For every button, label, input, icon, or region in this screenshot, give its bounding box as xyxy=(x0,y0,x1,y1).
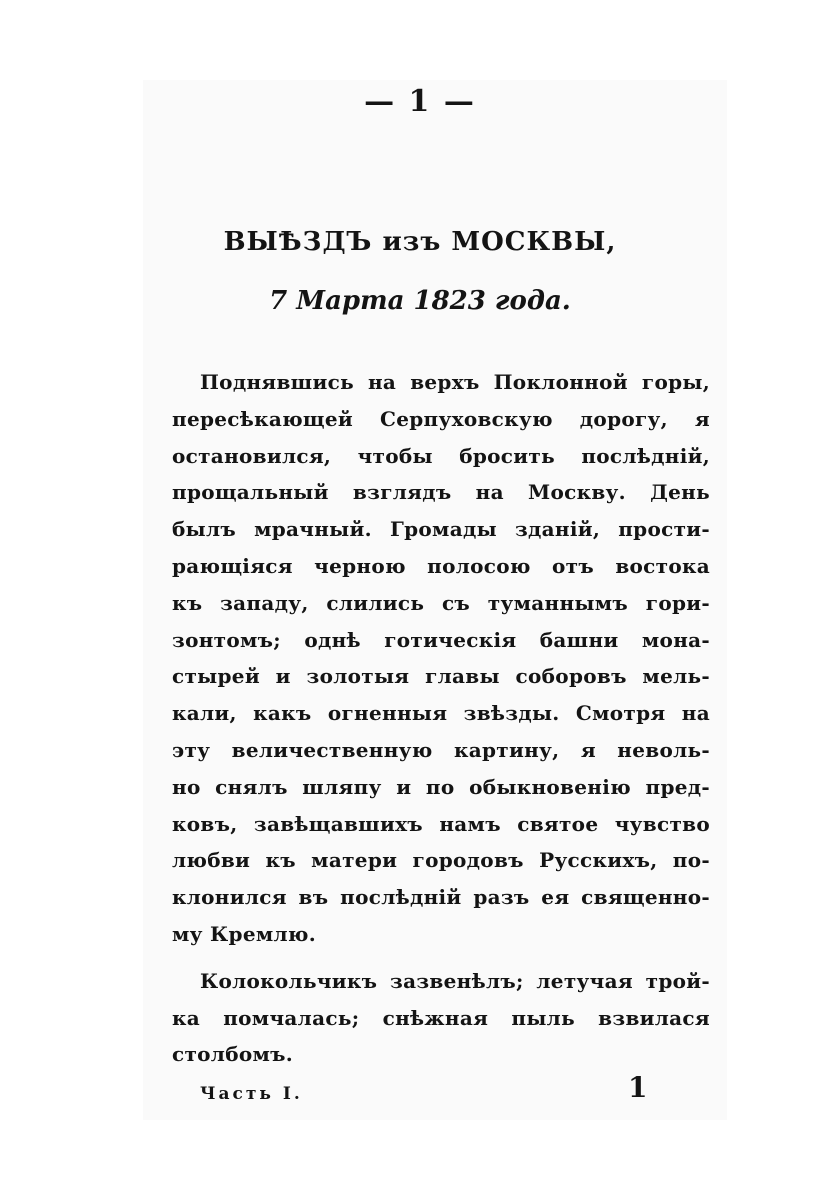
body-text xyxy=(172,364,710,1073)
text-line: зонтомъ; однѣ готическія башни мона- xyxy=(172,627,710,652)
signature-number: 1 xyxy=(628,1071,648,1104)
page-number-header: — 1 — xyxy=(364,84,476,119)
text-line: му Кремлю. xyxy=(172,921,316,946)
text-line: къ западу, слились съ туманнымъ гори- xyxy=(172,590,710,615)
text-line: любви къ матери городовъ Русскихъ, по- xyxy=(172,848,710,873)
text-line: прощальный взглядъ на Москву. День xyxy=(172,480,710,505)
text-line: рающіяся черною полосою отъ востока xyxy=(172,553,710,578)
text-line: стырей и золотыя главы соборовъ мель- xyxy=(172,664,710,689)
text-line: эту величественную картину, я неволь- xyxy=(172,737,710,762)
text-line: Колокольчикъ зазвенѣлъ; летучая трой- xyxy=(200,968,710,993)
text-line: кали, какъ огненныя звѣзды. Смотря на xyxy=(172,701,710,726)
text-line: столбомъ. xyxy=(172,1042,294,1067)
paragraph-gap xyxy=(172,953,710,963)
text-line: ка помчалась; снѣжная пыль взвилася xyxy=(172,1005,710,1030)
text-line: пересѣкающей Серпуховскую дорогу, я xyxy=(172,406,710,431)
chapter-date: 7 Марта 1823 года. xyxy=(269,286,571,316)
chapter-title: ВЫѢЗДЪ изъ МОСКВЫ, xyxy=(223,227,617,257)
text-line: Поднявшись на верхъ Поклонной горы, xyxy=(200,370,710,394)
text-line: остановился, чтобы бросить послѣдній, xyxy=(172,443,710,468)
text-line: былъ мрачный. Громады зданій, прости- xyxy=(172,517,710,542)
text-line: но снялъ шляпу и по обыкновенію пред- xyxy=(172,774,710,799)
text-line: клонился въ послѣдній разъ ея священно- xyxy=(172,885,710,910)
signature-mark: Часть I. xyxy=(200,1084,303,1104)
text-line: ковъ, завѣщавшихъ намъ святое чувство xyxy=(172,811,710,836)
